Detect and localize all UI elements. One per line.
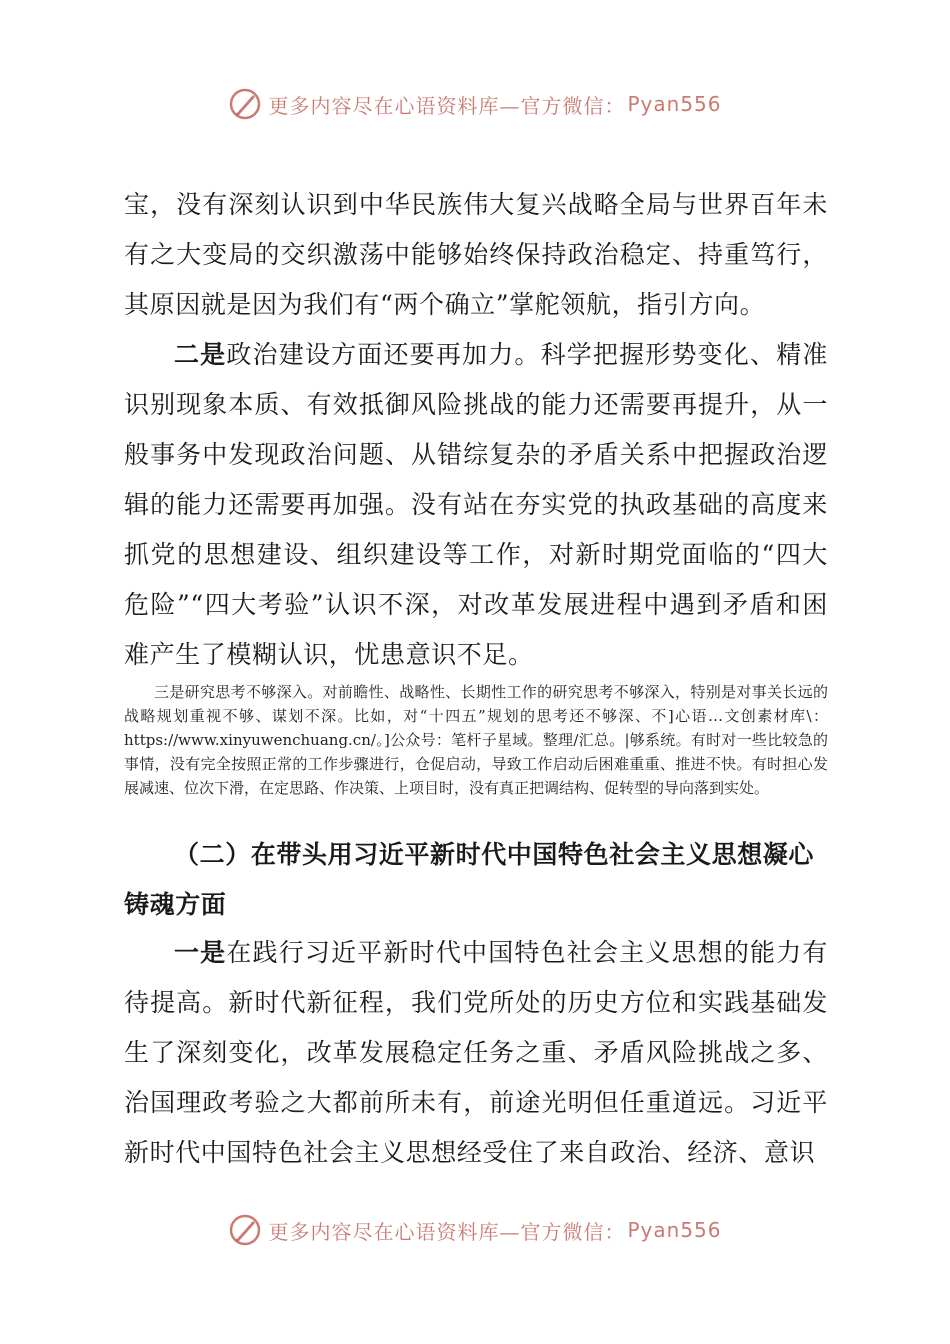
header-watermark: [0, 82, 950, 126]
point-one-lead: 一是: [174, 938, 227, 967]
pen-logo-icon: [228, 1213, 262, 1247]
paragraph-point-one: [124, 928, 828, 1178]
paragraph-point-three-small: 三是研究思考不够深入。对前瞻性、战略性、长期性工作的研究思考不够深入，特别是对事关长远的战略规划重视不够、谋划不深。比如，对“十四五”规划的思考还不够深、不]心语…文创素材库\：https://www.xinyuwenchuang.cn/。]公众号：笔杆子星域。整理/汇总。|够系统。有时对一些比较急的事情，没有完全按照正常的工作步骤进行，仓促启动，导致工作启动后困难重重、推进不快。有时担心发展减速、位次下滑，在定思路、作决策、上项目时，没有真正把调结构、促转型的导向落到实处。: [124, 683, 828, 797]
watermark-text: 更多内容尽在心语资料库—官方微信：: [268, 1219, 626, 1244]
point-two-body: 政治建设方面还要再加力。科学把握形势变化、精准识别现象本质、有效抵御风险挑战的能力还需要再提升，从一般事务中发现政治问题、从错综复杂的矛盾关系中把握政治逻辑的能力还需要再加强。没有站在夯实党的执政基础的高度来抓党的思想建设、组织建设等工作，对新时期党面临的“四大危险”“四大考验”认识不深，对改革发展进程中遇到矛盾和困难产生了模糊认识，忧患意识不足。: [124, 340, 828, 669]
watermark-wechat-id: Pyan556: [627, 92, 722, 116]
section-heading: （二）在带头用习近平新时代中国特色社会主义思想凝心铸魂方面: [124, 840, 815, 919]
point-two-lead: 二是: [174, 340, 227, 369]
paragraph-continuation: 宝，没有深刻认识到中华民族伟大复兴战略全局与世界百年未有之大变局的交织激荡中能够始终保持政治稳定、持重笃行，其原因就是因为我们有“两个确立”掌舵领航，指引方向。: [124, 190, 828, 319]
paragraph-point-two: [124, 330, 828, 680]
pen-logo-icon: [228, 87, 262, 121]
watermark-wechat-id: Pyan556: [627, 1218, 722, 1242]
watermark-text: 更多内容尽在心语资料库—官方微信：: [268, 93, 626, 118]
point-one-body: 在践行习近平新时代中国特色社会主义思想的能力有待提高。新时代新征程，我们党所处的历史方位和实践基础发生了深刻变化，改革发展稳定任务之重、矛盾风险挑战之多、治国理政考验之大都前所未有，前途光明但任重道远。习近平新时代中国特色社会主义思想经受住了来自政治、经济、意识: [124, 938, 828, 1167]
footer-watermark: [0, 1208, 950, 1252]
